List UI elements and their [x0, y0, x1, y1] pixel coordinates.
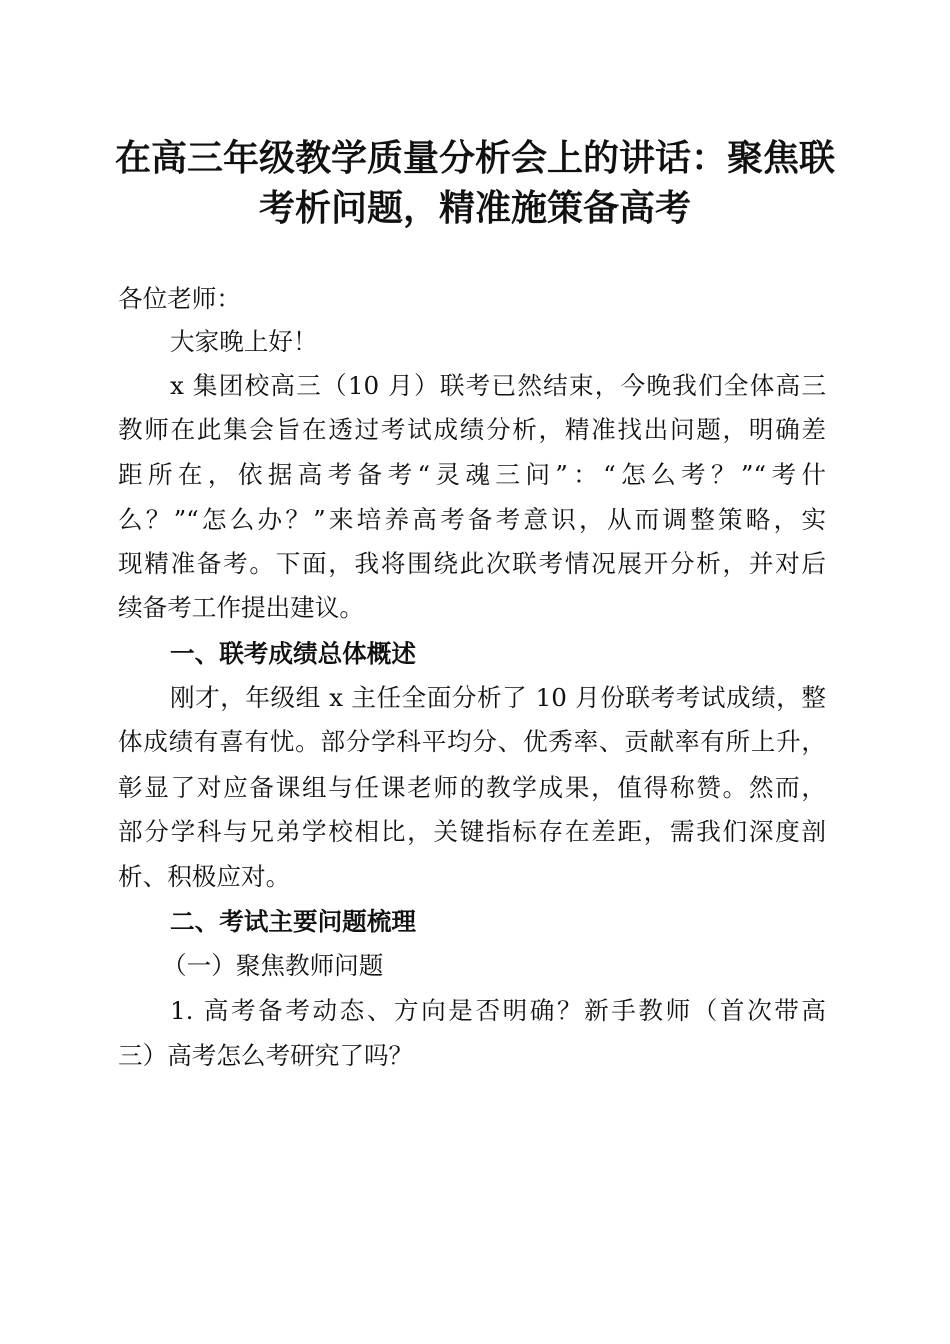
section-1-heading: 一、联考成绩总体概述: [170, 639, 416, 668]
intro-line: 距所在，依据高考备考“灵魂三问”：“怎么考？”“考什: [118, 460, 826, 489]
section-1-line: 析、积极应对。: [118, 862, 291, 891]
greeting: 大家晚上好！: [170, 327, 318, 356]
document-title-line-1: 在高三年级教学质量分析会上的讲话：聚焦联: [114, 137, 835, 179]
section-1-line: 彰显了对应备课组与任课老师的教学成果，值得称赞。然而，: [118, 773, 826, 802]
item-1-line: 三）高考怎么考研究了吗？: [118, 1041, 414, 1070]
salutation: 各位老师：: [118, 284, 241, 313]
document-title-line-2: 考析问题，精准施策备高考: [258, 187, 691, 229]
section-1-line: 刚才，年级组 x 主任全面分析了 10 月份联考考试成绩，整: [170, 683, 826, 712]
intro-line: 续备考工作提出建议。: [118, 593, 364, 622]
section-2-heading: 二、考试主要问题梳理: [170, 907, 416, 936]
intro-line: 现精准备考。下面，我将围绕此次联考情况展开分析，并对后: [118, 549, 826, 578]
item-1-line: 1. 高考备考动态、方向是否明确？新手教师（首次带高: [170, 996, 826, 1025]
section-1-line: 部分学科与兄弟学校相比，关键指标存在差距，需我们深度剖: [118, 817, 826, 846]
section-1-line: 体成绩有喜有忧。部分学科平均分、优秀率、贡献率有所上升，: [118, 727, 826, 756]
intro-line: 么？”“怎么办？”来培养高考备考意识，从而调整策略，实: [118, 505, 826, 534]
subsection-1-heading: （一）聚焦教师问题: [162, 951, 384, 980]
intro-line: 教师在此集会旨在透过考试成绩分析，精准找出问题，明确差: [118, 415, 826, 444]
intro-line: x 集团校高三（10 月）联考已然结束，今晚我们全体高三: [170, 371, 826, 400]
